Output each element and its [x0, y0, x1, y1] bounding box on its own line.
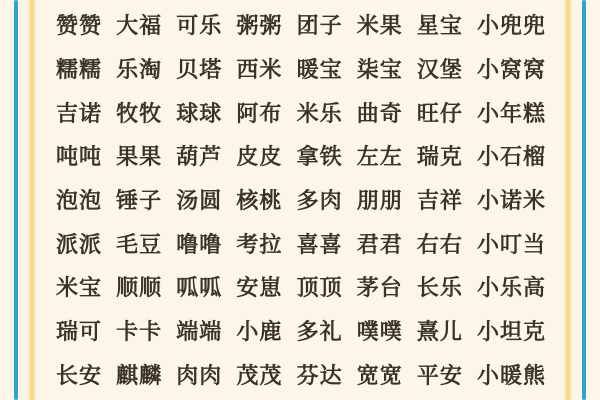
- nickname: 拿铁: [296, 145, 343, 171]
- nickname: 喜喜: [296, 232, 343, 258]
- nickname-row: [56, 265, 546, 309]
- nickname: 顺顺: [116, 276, 163, 302]
- nickname: 熹儿: [416, 320, 463, 346]
- nickname: 小坦克: [476, 320, 546, 346]
- nickname: 乐淘: [116, 58, 163, 84]
- nickname: 瑞可: [56, 320, 103, 346]
- nickname: 吉祥: [416, 189, 463, 215]
- nickname: 汤圆: [176, 189, 223, 215]
- nickname: 噜噜: [176, 232, 223, 258]
- nickname: 麒麟: [116, 363, 163, 389]
- right-yellow-border-line: [564, 0, 572, 400]
- nickname: 暖宝: [296, 58, 343, 84]
- nickname: 瑞克: [416, 145, 463, 171]
- nickname: 多肉: [296, 189, 343, 215]
- nickname: 粥粥: [236, 14, 283, 40]
- nickname: 考拉: [236, 232, 283, 258]
- nickname: 茂茂: [236, 363, 283, 389]
- nickname: 长安: [56, 363, 103, 389]
- nickname: 芬达: [296, 363, 343, 389]
- nickname: 肉肉: [176, 363, 223, 389]
- nickname: 贝塔: [176, 58, 223, 84]
- nickname-row: [56, 134, 546, 178]
- nickname: 左左: [356, 145, 403, 171]
- nickname: 核桃: [236, 189, 283, 215]
- nickname-row: [56, 178, 546, 222]
- nickname: 糯糯: [56, 58, 103, 84]
- right-blue-border-line: [582, 0, 586, 400]
- nickname-row: [56, 309, 546, 353]
- nickname: 毛豆: [116, 232, 163, 258]
- nickname: 噗噗: [356, 320, 403, 346]
- nickname: 平安: [416, 363, 463, 389]
- nickname: 团子: [296, 14, 343, 40]
- nickname-row: [56, 353, 546, 397]
- nickname: 阿布: [236, 101, 283, 127]
- nickname: 米宝: [56, 276, 103, 302]
- nickname: 小年糕: [476, 101, 546, 127]
- nickname: 呱呱: [176, 276, 223, 302]
- nickname-row: [56, 47, 546, 91]
- nickname-grid: [56, 3, 546, 396]
- nickname: 多礼: [296, 320, 343, 346]
- nickname-row: [56, 90, 546, 134]
- nickname: 果果: [116, 145, 163, 171]
- nickname: 旺仔: [416, 101, 463, 127]
- nickname: 小窝窝: [476, 58, 546, 84]
- nickname: 小叮当: [476, 232, 546, 258]
- nickname: 赞赞: [56, 14, 103, 40]
- nickname-row: [56, 221, 546, 265]
- nickname: 西米: [236, 58, 283, 84]
- nickname-row: [56, 3, 546, 47]
- nickname: 米果: [356, 14, 403, 40]
- nickname: 锤子: [116, 189, 163, 215]
- left-blue-border-line: [14, 0, 18, 400]
- nickname: 小鹿: [236, 320, 283, 346]
- nickname: 球球: [176, 101, 223, 127]
- nickname: 朋朋: [356, 189, 403, 215]
- nickname: 安崽: [236, 276, 283, 302]
- nickname: 吉诺: [56, 101, 103, 127]
- nickname: 端端: [176, 320, 223, 346]
- nickname: 牧牧: [116, 101, 163, 127]
- nickname: 米乐: [296, 101, 343, 127]
- nickname: 汉堡: [416, 58, 463, 84]
- nickname: 小诺米: [476, 189, 546, 215]
- nickname: 星宝: [416, 14, 463, 40]
- nickname: 宽宽: [356, 363, 403, 389]
- left-yellow-border-line: [28, 0, 36, 400]
- nickname: 大福: [116, 14, 163, 40]
- nickname: 茅台: [356, 276, 403, 302]
- nickname: 右右: [416, 232, 463, 258]
- nickname: 小乐高: [476, 276, 546, 302]
- nickname: 葫芦: [176, 145, 223, 171]
- nickname: 长乐: [416, 276, 463, 302]
- nickname: 君君: [356, 232, 403, 258]
- nickname: 柒宝: [356, 58, 403, 84]
- nickname: 派派: [56, 232, 103, 258]
- nickname: 小暖熊: [476, 363, 546, 389]
- nickname: 顶顶: [296, 276, 343, 302]
- nickname: 泡泡: [56, 189, 103, 215]
- nickname: 曲奇: [356, 101, 403, 127]
- nickname: 可乐: [176, 14, 223, 40]
- nickname: 卡卡: [116, 320, 163, 346]
- nickname: 小兜兜: [476, 14, 546, 40]
- nickname: 小石榴: [476, 145, 546, 171]
- nickname: 吨吨: [56, 145, 103, 171]
- nickname: 皮皮: [236, 145, 283, 171]
